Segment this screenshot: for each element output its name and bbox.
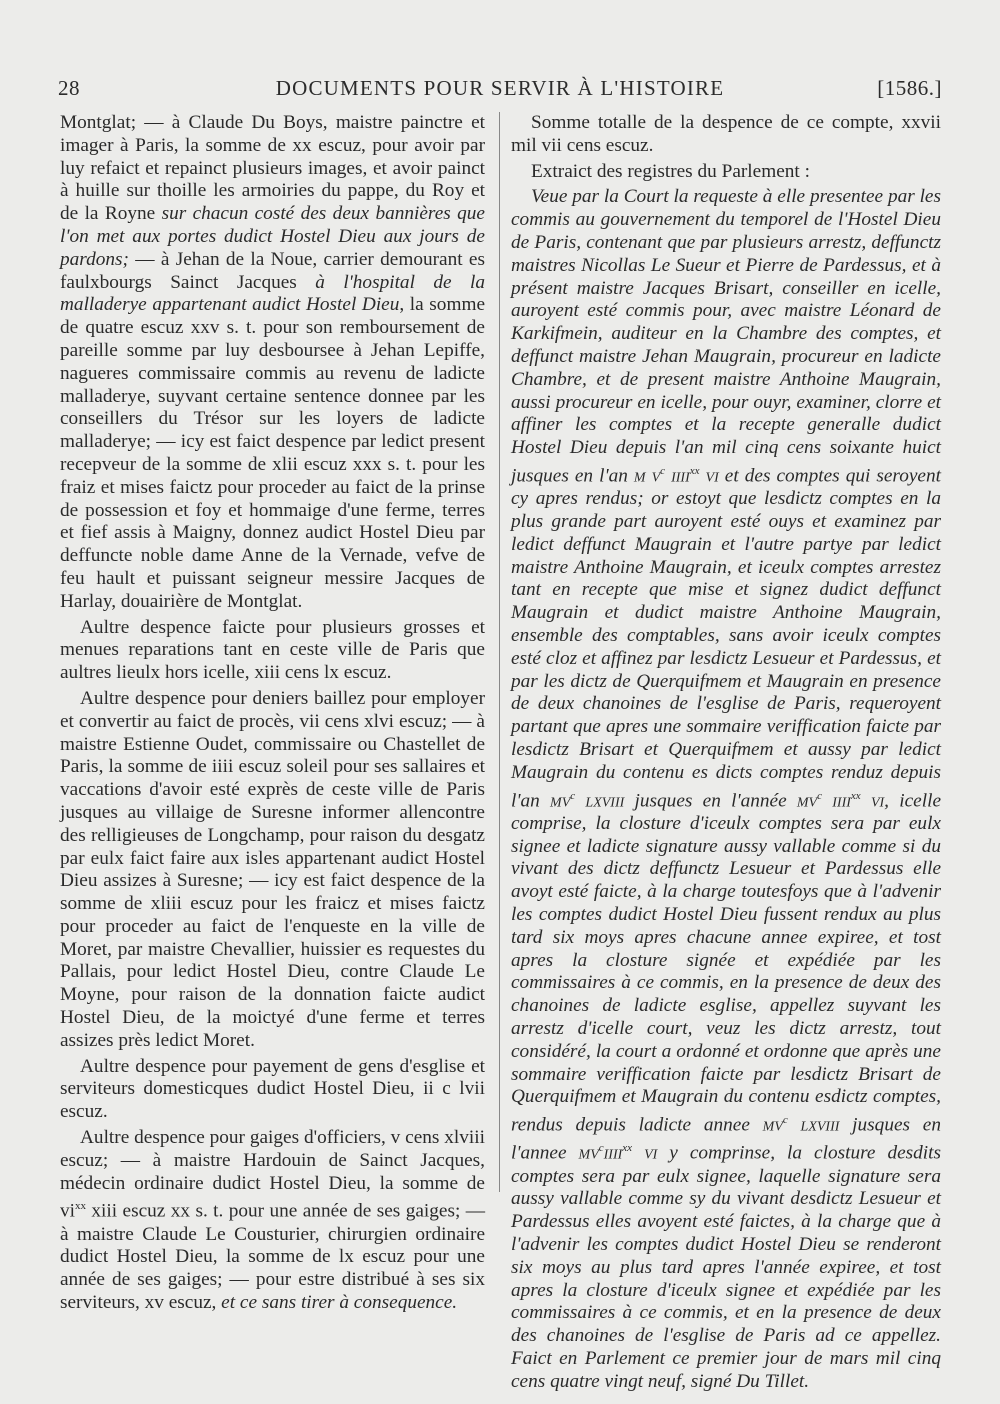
roman-numeral: m v bbox=[633, 465, 661, 487]
roman-numeral: mv bbox=[796, 789, 818, 811]
superscript: c bbox=[782, 1114, 788, 1127]
roman-numeral: iiii bbox=[671, 465, 690, 487]
superscript: xx bbox=[75, 1200, 86, 1213]
superscript: c bbox=[817, 789, 822, 802]
right-column bbox=[511, 112, 941, 1394]
paragraph-somme-totalle: Somme totalle de la despence de ce compte, xxvii mil vii cens escuz. bbox=[511, 112, 941, 156]
superscript: xx bbox=[689, 464, 700, 477]
text-run: y comprinse, la closture desdits comptes sera par eulx signee, laquelle signature sera aussy vallable comme sy du vivant desdictz Lesueur et Pardessus elles avoyent esté faictes, à la charge que à l'advenir les comptes dudict Hostel Dieu se renderont six moys au plus tard apres l'année expiree, et tost apres la closture d'iceulx signee et expédiée par les commissaires à ce commis, et en la presence de deux des chanoines de l'esglise de Paris ad ce appellez. Faict en Parlement ce premier jour de mars mil cinq cens quatre vingt neuf, signé Du Tillet. bbox=[511, 1142, 941, 1392]
paragraph-reparations: Aultre despence faicte pour plusieurs grosses et menues reparations tant en ceste ville de Paris que aultres lieulx hors icelle, xiii cens lx escuz. bbox=[60, 616, 485, 684]
text-run: jusques en l'année bbox=[624, 789, 797, 811]
superscript: xx bbox=[622, 1142, 633, 1155]
text-run: , la somme de quatre escuz xxv s. t. pour son remboursement de pareille somme par luy desboursee à Jehan Lepiffe, nagueres commissaire commis au revenu de ladicte malladerye, suyvant certaine sentence donnee par les conseillers du Trésor sur les loyers de ladicte malladerye; — icy est faict despence par ledict present recepveur de la somme de xlii escuz xxx s. t. pour les fraiz et mises faictz pour proceder au faict de la prinse de possession et foy et hommaige d'une ferme, terres et fief assis à Maigny, donnez audict Hostel Dieu par deffuncte noble dame Anne de la Vernade, vefve de feu hault et puissant seigneur messire Jacques de Harlay, douairière de Montglat. bbox=[60, 294, 486, 612]
superscript: xx bbox=[850, 789, 861, 802]
text-run: Aultre despence pour gaiges d'officiers, v cens xlviii escuz; — à maistre Hardouin de Sainct Jacques, médecin ordinaire dudict Hostel Dieu, la somme de vi bbox=[60, 1127, 485, 1222]
text-run: jusques en l'annee bbox=[511, 1114, 941, 1164]
roman-numeral: lxviii bbox=[787, 1114, 840, 1136]
page-number: 28 bbox=[58, 76, 80, 100]
superscript: c bbox=[598, 1142, 604, 1155]
page-header bbox=[58, 76, 942, 110]
running-title: DOCUMENTS POUR SERVIR À L'HISTOIRE bbox=[275, 76, 725, 100]
text-run: Veue par la Court la requeste à elle presentee par les commis au gouvernement du temporel de l'Hostel Dieu de Paris, contenant que par plusieurs arrestz, deffunctz maistres Nicollas Le Sueur et Pierre de Pardessus, et à présent maistre Jacques Brisart, conseiller en icelle, auroyent esté commis pour, avec maistre Léonard de Karkifmein, auditeur en la Chambre des comptes, et deffunct maistre Jehan Maugrain, procureur en ladicte Chambre, et de present maistre Anthoine Maugrain, aussi procureur en icelle, pour ouyr, examiner, clorre et affiner les comptes et la recepte generalle dudict Hostel Dieu depuis l'an mil cinq cens soixante huict jusques en l'an bbox=[511, 186, 941, 487]
roman-numeral: vi bbox=[632, 1142, 658, 1164]
text-run: , icelle comprise, la closture d'iceulx comptes sera par eulx signee et ladicte signature aussy vallable comme si du vivant des dictz deffunctz Lesueur et Pardessus elle avoyt esté faicte, à la charge toutesfoys que à l'advenir les comptes dudict Hostel Dieu fussent rendux au plus tard six moys apres chacune annee expiree, et tost apres la closture signée et expédiée par les commissaires à ce commis, en la presence de deux des chanoines de ladicte esglise, appellez suyvant les arrestz d'icelle court, veuz les dictz arrestz, tout considéré, la court a ordonné et ordonne que après une sommaire veriffication faicte par lesdictz Brisart de Querquifmem et Maugrain du contenu esdictz comptes, rendus depuis ladicte annee bbox=[511, 789, 941, 1136]
italic-run: à l'hospital de la malladerye appartenant audict Hostel Dieu bbox=[60, 271, 486, 316]
left-column bbox=[60, 112, 500, 1314]
italic-run: et ce sans tirer à consequence. bbox=[221, 1292, 458, 1314]
superscript: c bbox=[570, 789, 576, 802]
superscript: c bbox=[660, 464, 666, 477]
paragraph-montglat bbox=[60, 112, 485, 614]
roman-numeral: iiii bbox=[603, 1142, 623, 1164]
paragraph-gens-esglise: Aultre despence pour payement de gens d'esglise et serviteurs domesticques dudict Hostel Dieu, ii c lvii escuz. bbox=[60, 1055, 485, 1123]
text-run: Montglat; — à Claude Du Boys, maistre painctre et imager à Paris, la somme de xx escuz, pour avoir par luy refaict et repainct plusieurs images, et avoir painct à huille sur thoille les armoiries du pappe, du Roy et de la Royne bbox=[60, 112, 485, 225]
roman-numeral: mv bbox=[762, 1114, 783, 1136]
paragraph-parlement-decree bbox=[511, 186, 941, 1393]
roman-numeral: mv bbox=[578, 1142, 599, 1164]
roman-numeral: vi bbox=[699, 465, 719, 487]
paragraph-gaiges-officiers bbox=[60, 1127, 485, 1315]
text-run: xiii escuz xx s. t. pour une année de ses gaiges; — à maistre Claude Le Cousturier, chirurgien ordinaire dudict Hostel Dieu, la somme de lx escuz pour une année de ses gaiges; — pour estre distribué à ses six serviteurs, xv escuz, bbox=[60, 1200, 485, 1314]
roman-numeral: iiii bbox=[822, 789, 851, 811]
roman-numeral: mv bbox=[550, 789, 571, 811]
text-run: — à Jehan de la Noue, carrier demourant es faulxbourgs Sainct Jacques bbox=[60, 248, 485, 293]
roman-numeral: vi bbox=[860, 789, 885, 811]
paragraph-extraict: Extraict des registres du Parlement : bbox=[531, 160, 810, 182]
paragraph-proces: Aultre despence pour deniers baillez pour employer et convertir au faict de procès, vii cens xlvi escuz; — à maistre Estienne Oudet, commissaire ou Chastellet de Paris, la somme de iiii escuz soleil pour ses sallaires et vaccations d'avoir esté exprès de ceste ville de Paris jusques au villaige de Suresne informer allencontre des relligieuses de Longchamp, pour raison du desgatz par eulx faict faire aux isles appartenant audict Hostel Dieu assizes à Suresne; — icy est faict despence de la somme de xliii escuz pour les fraicz et mises faictz pour proceder au faict de l'enqueste en la ville de Moret, par maistre Chevallier, huissier es requestes du Pallais, pour ledict Hostel Dieu, contre Claude Le Moyne, pour raison de la donnation faicte audict Hostel Dieu, de la moictyé d'une ferme et terres assizes près ledict Moret. bbox=[60, 687, 485, 1051]
italic-run: sur chacun costé des deux bannières que l'on met aux portes dudict Hostel Dieu aux jours de pardons; bbox=[60, 203, 485, 270]
roman-numeral: lxviii bbox=[575, 789, 625, 811]
text-run: et des comptes qui seroyent cy apres rendus; or estoyt que lesdictz comptes en la plus grande part auroyent esté ouys et examinez par ledict deffunct Maugrain et l'autre partye par ledict maistre Anthoine Maugrain, et iceulx comptes arrestez tant en recepte que mise et signez dudict deffunct Maugrain et dudict maistre Anthoine Maugrain, ensemble des comptables, sans avoir iceulx comptes esté cloz et affinez par lesdictz Lesueur et Pardessus, et par les dictz de Querquifmem et Maugrain en presence de deux chanoines de l'esglise de Paris, requeroyent partant que apres une sommaire veriffication faicte par lesdictz Brisart et Querquifmem et aussy par ledict Maugrain du contenu es dicts comptes renduz depuis l'an bbox=[511, 465, 941, 811]
year-marker: [1586.] bbox=[877, 76, 942, 100]
